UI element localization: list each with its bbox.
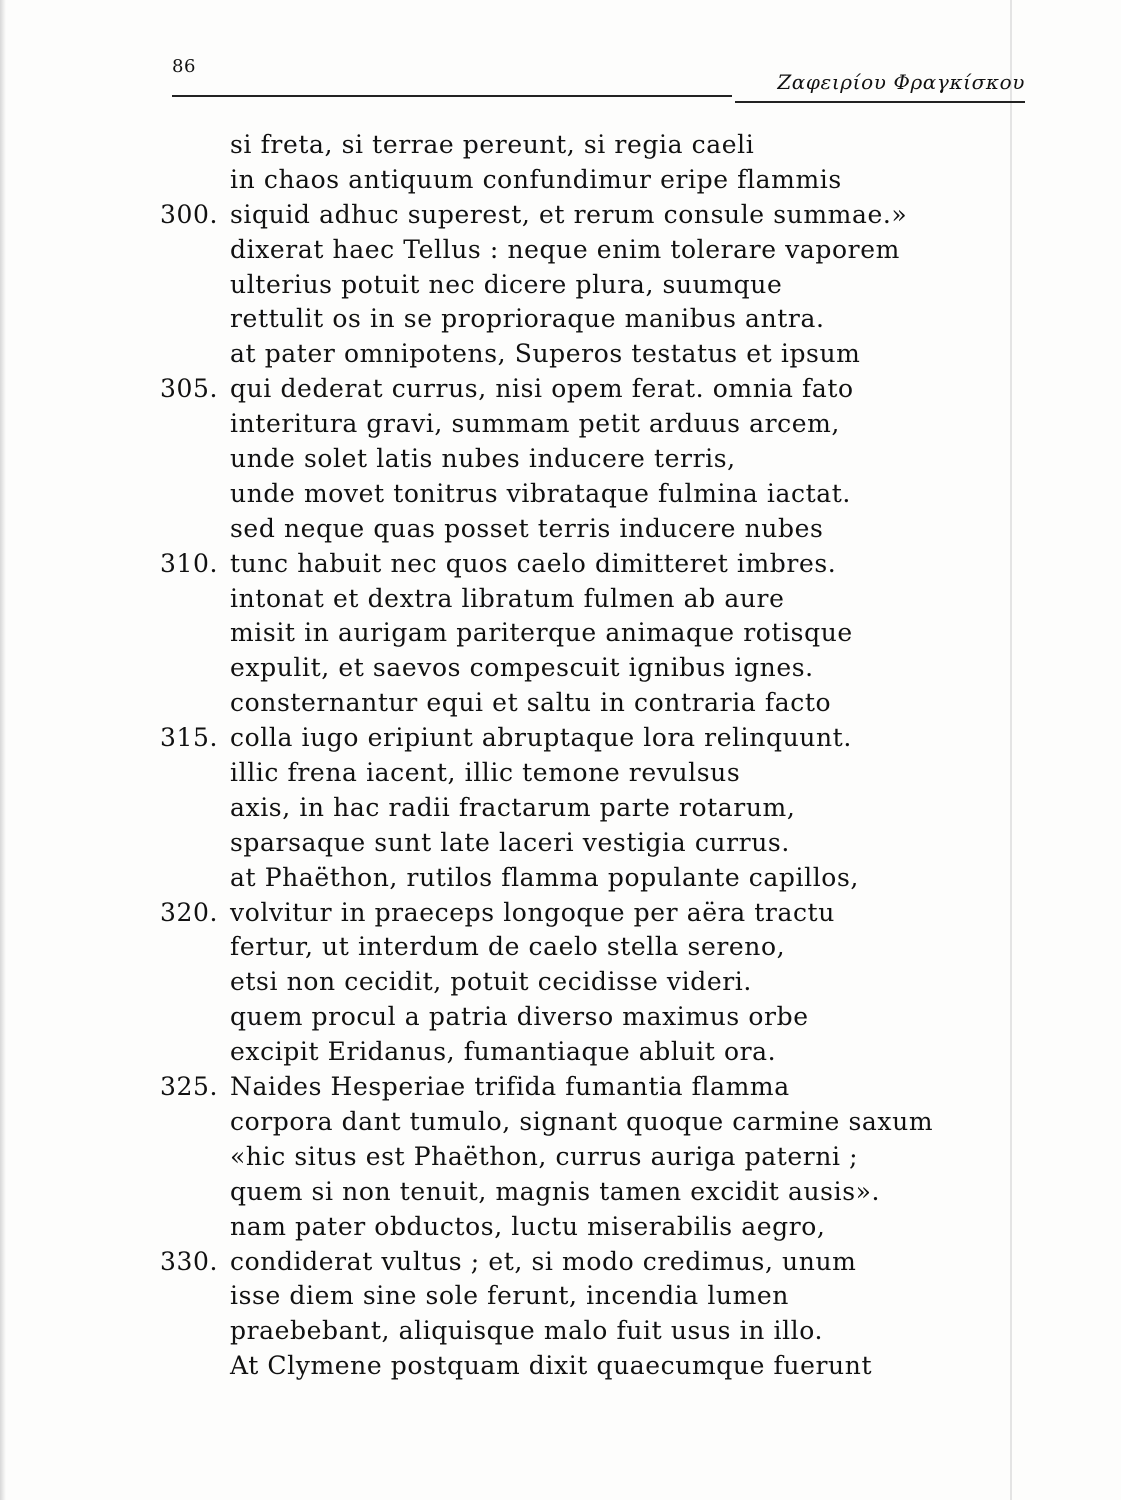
- verse-text: at Phaëthon, rutilos flamma populante capillos,: [230, 862, 859, 892]
- verse-text: siquid adhuc superest, et rerum consule summae.»: [230, 199, 908, 229]
- verse-list: [0, 128, 1121, 1384]
- verse-text: «hic situs est Phaëthon, currus auriga paterni ;: [230, 1141, 859, 1171]
- verse-text: quem si non tenuit, magnis tamen excidit ausis».: [230, 1176, 881, 1206]
- verse-line: [0, 721, 1121, 756]
- page-number: 86: [172, 56, 196, 77]
- verse-text: axis, in hac radii fractarum parte rotarum,: [230, 792, 796, 822]
- verse-text: unde movet tonitrus vibrataque fulmina iactat.: [230, 478, 851, 508]
- verse-text: Naides Hesperiae trifida fumantia flamma: [230, 1072, 790, 1102]
- verse-text: corpora dant tumulo, signant quoque carmine saxum: [230, 1106, 934, 1136]
- verse-line: [0, 547, 1121, 582]
- verse-line: [0, 686, 1121, 721]
- verse-line: [0, 965, 1121, 1000]
- verse-line: [0, 512, 1121, 547]
- verse-line: [0, 826, 1121, 861]
- verse-text: dixerat haec Tellus : neque enim tolerare vaporem: [230, 234, 900, 264]
- verse-text: At Clymene postquam dixit quaecumque fuerunt: [230, 1351, 873, 1381]
- verse-line: [0, 233, 1121, 268]
- verse-text: quem procul a patria diverso maximus orbe: [230, 1002, 809, 1032]
- verse-text: volvitur in praeceps longoque per aëra tractu: [230, 897, 835, 927]
- verse-line: [0, 651, 1121, 686]
- verse-line: [0, 791, 1121, 826]
- verse-line: [0, 896, 1121, 931]
- line-number: 315.: [160, 723, 219, 753]
- verse-text: condiderat vultus ; et, si modo credimus, unum: [230, 1246, 857, 1276]
- running-head: Ζαφειρίου Φραγκίσκου: [777, 70, 1025, 94]
- verse-line: [0, 1000, 1121, 1035]
- verse-line: [0, 477, 1121, 512]
- verse-text: illic frena iacent, illic temone revulsus: [230, 758, 741, 788]
- verse-line: [0, 128, 1121, 163]
- verse-line: [0, 1035, 1121, 1070]
- verse-line: [0, 756, 1121, 791]
- verse-line: [0, 1279, 1121, 1314]
- verse-text: etsi non cecidit, potuit cecidisse videri.: [230, 967, 752, 997]
- verse-text: unde solet latis nubes inducere terris,: [230, 444, 736, 474]
- verse-text: ulterius potuit nec dicere plura, suumque: [230, 269, 783, 299]
- line-number: 320.: [160, 897, 219, 927]
- verse-line: [0, 582, 1121, 617]
- verse-text: excipit Eridanus, fumantiaque abluit ora.: [230, 1037, 777, 1067]
- verse-line: [0, 337, 1121, 372]
- verse-text: tunc habuit nec quos caelo dimitteret imbres.: [230, 548, 837, 578]
- verse-text: sparsaque sunt late laceri vestigia currus.: [230, 827, 790, 857]
- line-number: 300.: [160, 199, 219, 229]
- line-number: 305.: [160, 374, 219, 404]
- verse-line: [0, 861, 1121, 896]
- header-rule-right: [735, 101, 1025, 103]
- verse-line: [0, 930, 1121, 965]
- verse-line: [0, 1070, 1121, 1105]
- verse-text: consternantur equi et saltu in contraria facto: [230, 688, 832, 718]
- verse-line: [0, 442, 1121, 477]
- verse-line: [0, 268, 1121, 303]
- verse-line: [0, 1245, 1121, 1280]
- verse-text: in chaos antiquum confundimur eripe flammis: [230, 164, 842, 194]
- verse-text: qui dederat currus, nisi opem ferat. omnia fato: [230, 374, 854, 404]
- verse-line: [0, 1175, 1121, 1210]
- verse-line: [0, 372, 1121, 407]
- verse-text: praebebant, aliquisque malo fuit usus in illo.: [230, 1316, 824, 1346]
- verse-text: expulit, et saevos compescuit ignibus ignes.: [230, 653, 814, 683]
- verse-line: [0, 1105, 1121, 1140]
- verse-text: intonat et dextra libratum fulmen ab aure: [230, 583, 785, 613]
- verse-text: at pater omnipotens, Superos testatus et ipsum: [230, 339, 861, 369]
- verse-text: isse diem sine sole ferunt, incendia lumen: [230, 1281, 790, 1311]
- verse-line: [0, 1314, 1121, 1349]
- verse-text: misit in aurigam pariterque animaque rotisque: [230, 618, 853, 648]
- verse-line: [0, 1210, 1121, 1245]
- verse-text: rettulit os in se proprioraque manibus antra.: [230, 304, 825, 334]
- header-rule-left: [172, 95, 732, 97]
- verse-line: [0, 1349, 1121, 1384]
- line-number: 310.: [160, 548, 219, 578]
- verse-line: [0, 616, 1121, 651]
- verse-text: fertur, ut interdum de caelo stella sereno,: [230, 932, 786, 962]
- verse-line: [0, 302, 1121, 337]
- verse-text: sed neque quas posset terris inducere nubes: [230, 513, 824, 543]
- verse-text: colla iugo eripiunt abruptaque lora relinquunt.: [230, 723, 852, 753]
- verse-text: si freta, si terrae pereunt, si regia caeli: [230, 130, 755, 159]
- verse-line: [0, 163, 1121, 198]
- line-number: 325.: [160, 1072, 219, 1102]
- verse-line: [0, 198, 1121, 233]
- line-number: 330.: [160, 1246, 219, 1276]
- verse-text: nam pater obductos, luctu miserabilis aegro,: [230, 1211, 826, 1241]
- verse-line: [0, 1140, 1121, 1175]
- verse-text: interitura gravi, summam petit arduus arcem,: [230, 409, 840, 439]
- verse-line: [0, 407, 1121, 442]
